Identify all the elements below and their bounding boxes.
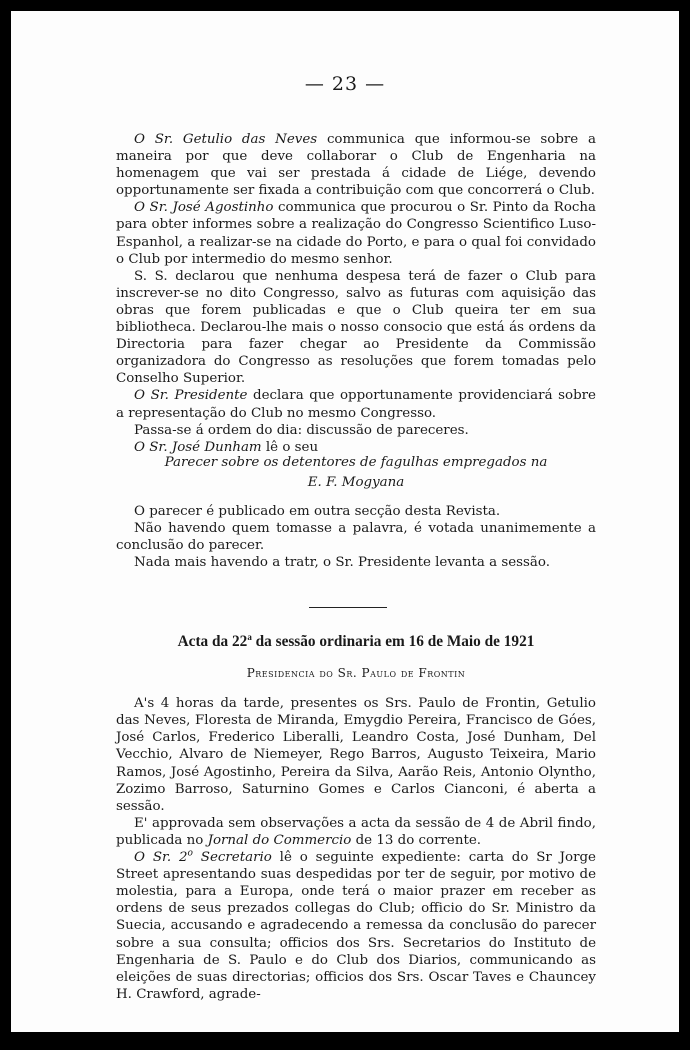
parecer-title xyxy=(116,453,596,493)
speaker: O Sr. 2$^o$ Secretario xyxy=(134,848,272,866)
parecer-outcome xyxy=(116,503,596,571)
paragraph-text: communica que procurou o Sr. Pinto da Rocha para obter informes sobre a realização do Congresso Scientifico Luso-Espanhol, a realizar-se na cidade do Porto, e para o qual foi convidado o Club por intermedio do mesmo senhor. xyxy=(116,200,596,267)
presidency-line: Presidencia do Sr. Paulo de Frontin xyxy=(246,666,466,681)
paragraph: A's 4 horas da tarde, presentes os Srs. Paulo de Frontin, Getulio das Neves, Floresta de Miranda, Emygdio Pereira, Francisco de Góes, José Carlos, Frederico Liberalli, Leandro Costa, José Dunham, Del Vecchio, Alvaro de Niemeyer, Rego Barros, Augusto Teixeira, Mario Ramos, José Agostinho, Pereira da Silva, Aarão Reis, Antonio Olyntho, Zozimo Barroso, Saturnino Gomes e Carlos Cianconi, é aberta a sessão. xyxy=(116,696,596,814)
paragraph-text: lê o seguinte expediente: carta do Sr Jorge Street apresentando suas despedidas por ter de seguir, por motivo de molestia, para a Europa, onde terá o maior prazer em receber as ordens de seus prezados collegas do Club; officio do Sr. Ministro da Suecia, accusando e agradecendo a remessa da conclusão do parecer sobre a sua consulta; officios dos Srs. Secretarios do Instituto de Engenharia de S. Paulo e do Club dos Diarios, communicando as eleições de suas directorias; officios dos Srs. Oscar Taves e Chauncey H. Crawford, agrade- xyxy=(116,850,596,1002)
parecer-title-line: Parecer sobre os detentores de fagulhas empregados na xyxy=(164,455,548,470)
parecer-title-line: E. F. Mogyana xyxy=(307,475,405,490)
speaker: O Sr. José Agostinho xyxy=(134,200,274,216)
paragraph: Passa-se á ordem do dia: discussão de pareceres. xyxy=(134,422,469,438)
speaker: O Sr. Getulio das Neves xyxy=(134,132,318,147)
journal-name: Jornal do Commercio xyxy=(207,832,352,848)
paragraph xyxy=(116,849,596,1003)
speaker: O Sr. José Dunham xyxy=(134,439,262,455)
acta-title: Acta da 22$^a$ da sessão ordinaria em 16 de Maio de 1921 xyxy=(177,631,535,650)
paragraph xyxy=(116,199,596,267)
page-number: — 23 — xyxy=(304,73,386,95)
paragraph xyxy=(116,131,596,199)
paragraph: Não havendo quem tomasse a palavra, é votada unanimemente a conclusão do parecer. xyxy=(116,521,596,554)
paragraph: O parecer é publicado em outra secção desta Revista. xyxy=(134,504,501,519)
paragraph-text: communica que informou-se sobre a maneira por que deve collaborar o Club de Engenharia na homenagem que vai ser prestada á cidade de Liége, devendo opportunamente ser fixada a contribuição com que concorrerá o Club. xyxy=(116,132,596,199)
minutes-continuation xyxy=(116,131,596,456)
paragraph: Nada mais havendo a tratr, o Sr. Presidente levanta a sessão. xyxy=(134,555,550,571)
speaker: O Sr. Presidente xyxy=(134,388,248,404)
document-page xyxy=(11,11,679,1032)
paragraph: S. S. declarou que nenhuma despesa terá de fazer o Club para inscrever-se no dito Congresso, salvo as futuras com aquisição das obras que forem publicadas e que o Club queira ter em sua bibliotheca. Declarou-lhe mais o nosso consocio que está ás ordens da Directoria para fazer chegar ao Presidente da Commissão organizadora do Congresso as resoluções que forem tomadas pelo Conselho Superior. xyxy=(116,268,596,387)
paragraph xyxy=(116,387,596,421)
section-divider xyxy=(309,607,387,608)
paragraph-text: lê o seu xyxy=(265,439,319,455)
paragraph-text: declara que opportunamente providenciará sobre a representação do Club no mesmo Congresso. xyxy=(116,388,596,421)
acta-section xyxy=(116,633,596,1003)
paragraph: E' approvada sem observações a acta da sessão de 4 de Abril findo, publicada no Jornal do Commercio de 13 do corrente. xyxy=(116,815,596,848)
